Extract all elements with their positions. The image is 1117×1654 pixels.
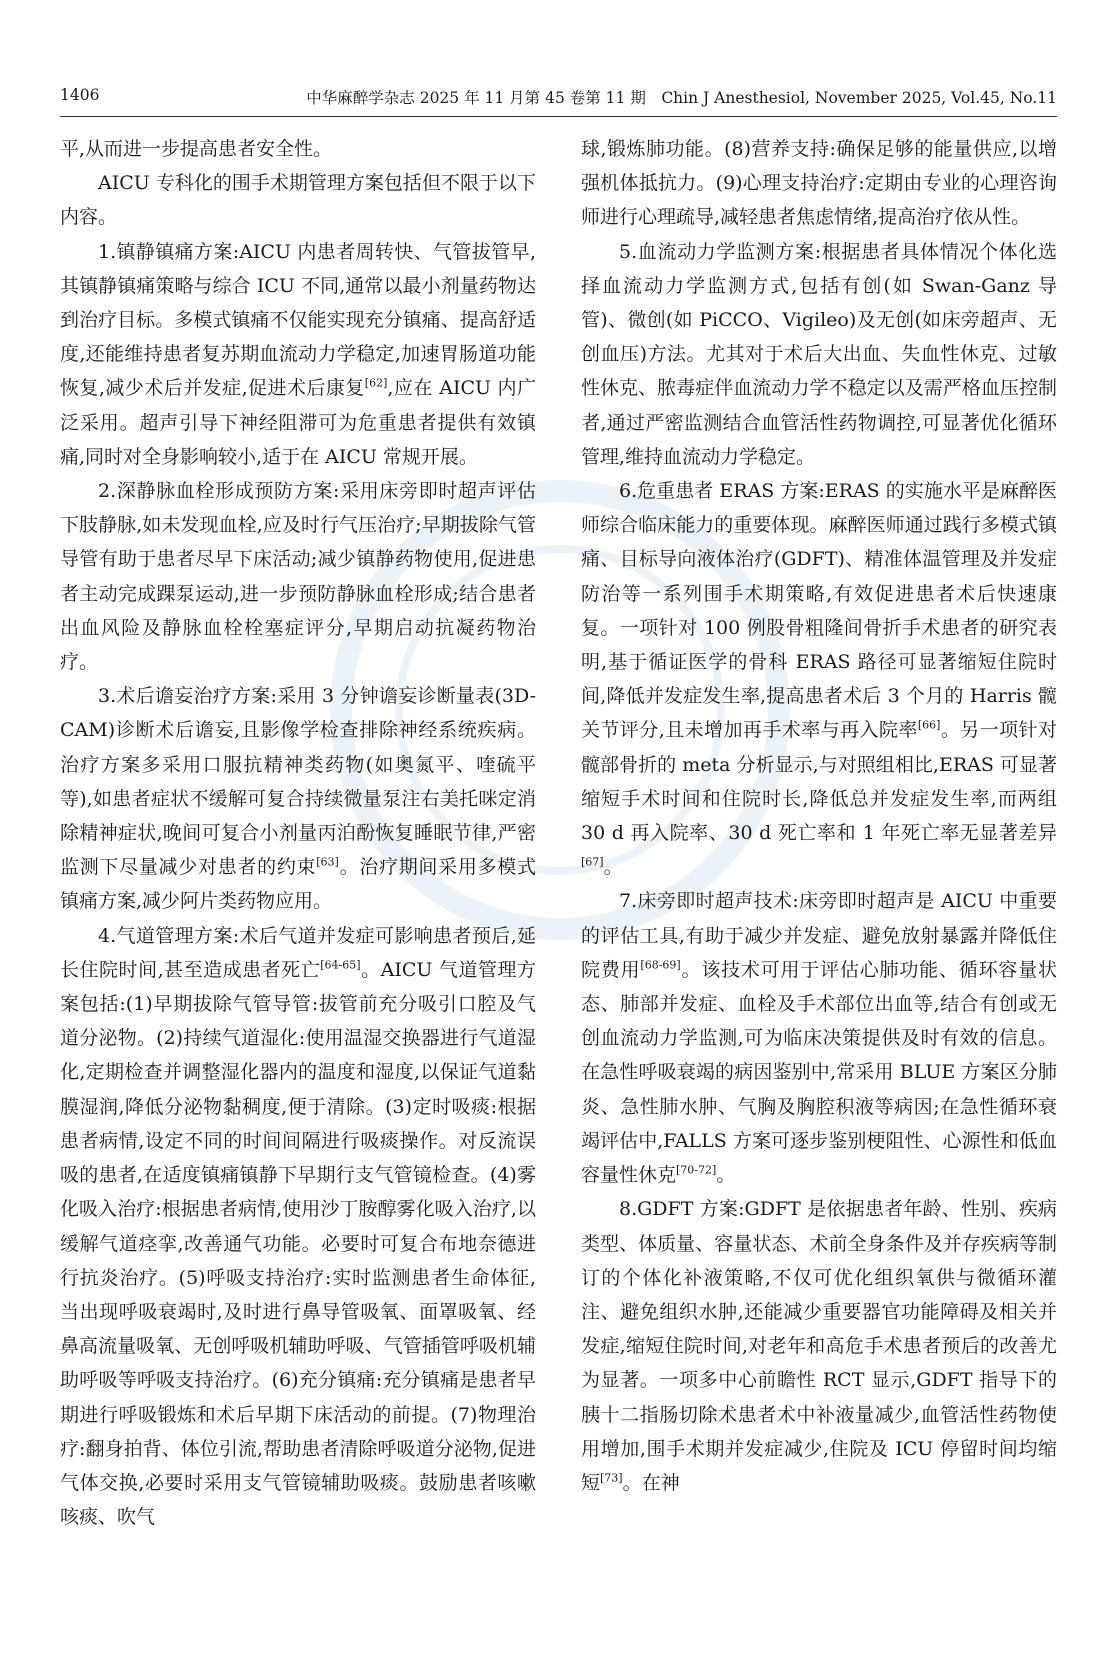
citation: [63]: [316, 855, 339, 869]
paragraph-ultrasound: 7.床旁即时超声技术:床旁即时超声是 AICU 中重要的评估工具,有助于减少并发症、避免放射暴露并降低住院费用[68-69]。该技术可用于评估心肺功能、循环容量状态、肺部并发症、血栓及手术部位出血等,结合有创或无创血流动力学监测,可为临床决策提供及时有效的信息。在急性呼吸衰竭的病因鉴别中,常采用 BLUE 方案区分肺炎、急性肺水肿、气胸及胸腔积液等病因;在急性循环衰竭评估中,FALLS 方案可逐步鉴别梗阻性、心源性和低血容量性休克[70-72]。: [581, 890, 1057, 1187]
paragraph-airway: 4.气道管理方案:术后气道并发症可影响患者预后,延长住院时间,甚至造成患者死亡[64-65]。AICU 气道管理方案包括:(1)早期拔除气管导管:拔管前充分吸引口腔及气道分泌物。(2)持续气道湿化:使用温湿交换器进行气道湿化,定期检查并调整湿化器内的温度和湿度,以保证气道黏膜湿润,降低分泌物黏稠度,便于清除。(3)定时吸痰:根据患者病情,设定不同的时间间隔进行吸痰操作。对反流误吸的患者,在适度镇痛镇静下早期行支气管镜检查。(4)雾化吸入治疗:根据患者病情,使用沙丁胺醇雾化吸入治疗,以缓解气道痉挛,改善通气功能。必要时可复合布地奈德进行抗炎治疗。(5)呼吸支持治疗:实时监测患者生命体征,当出现呼吸衰竭时,及时进行鼻导管吸氧、面罩吸氧、经鼻高流量吸氧、无创呼吸机辅助呼吸、气管插管呼吸机辅助呼吸等呼吸支持治疗。(6)充分镇痛:充分镇痛是患者早期进行呼吸锻炼和术后早期下床活动的前提。(7)物理治疗:翻身拍背、体位引流,帮助患者清除呼吸道分泌物,促进气体交换,必要时采用支气管镜辅助吸痰。鼓励患者咳嗽咳痰、吹气: [60, 924, 536, 1529]
citation: [70-72]: [676, 1163, 717, 1177]
citation: [67]: [581, 855, 604, 869]
paragraph-sedation: 1.镇静镇痛方案:AICU 内患者周转快、气管拔管早,其镇静镇痛策略与综合 ICU 不同,通常以最小剂量药物达到治疗目标。多模式镇痛不仅能实现充分镇痛、提高舒适度,还能维持患者复苏期血流动力学稳定,加速胃肠道功能恢复,减少术后并发症,促进术后康复[62],应在 AICU 内广泛采用。超声引导下神经阻滞可为危重患者提供有效镇痛,同时对全身影响较小,适于在 AICU 常规开展。: [60, 240, 536, 468]
page-number: 1406: [60, 86, 100, 104]
paragraph-dvt: 2.深静脉血栓形成预防方案:采用床旁即时超声评估下肢静脉,如未发现血栓,应及时行气压治疗;早期拔除气管导管有助于患者尽早下床活动;减少镇静药物使用,促进患者主动完成踝泵运动,进一步预防静脉血栓形成;结合患者出血风险及静脉血栓栓塞症评分,早期启动抗凝药物治疗。: [60, 480, 536, 674]
citation: [73]: [600, 1471, 623, 1485]
right-column: [581, 132, 1057, 1500]
citation: [64-65]: [320, 958, 361, 972]
left-column: [60, 132, 536, 1534]
paragraph-delirium: 3.术后谵妄治疗方案:采用 3 分钟谵妄诊断量表(3D-CAM)诊断术后谵妄,且影像学检查排除神经系统疾病。治疗方案多采用口服抗精神类药物(如奥氮平、喹硫平等),如患者症状不缓解可复合持续微量泵注右美托咪定消除精神症状,晚间可复合小剂量丙泊酚恢复睡眠节律,严密监测下尽量减少对患者的约束[63]。治疗期间采用多模式镇痛方案,减少阿片类药物应用。: [60, 685, 536, 913]
citation: [62]: [364, 377, 388, 391]
paragraph: AICU 专科化的围手术期管理方案包括但不限于以下内容。: [60, 172, 536, 229]
paragraph: 平,从而进一步提高患者安全性。: [60, 138, 333, 160]
citation: [66]: [917, 719, 941, 733]
paragraph-hemodynamics: 5.血流动力学监测方案:根据患者具体情况个体化选择血流动力学监测方式,包括有创(如 Swan-Ganz 导管)、微创(如 PiCCO、Vigileo)及无创(如床旁超声、无创血压)方法。尤其对于术后大出血、失血性休克、过敏性休克、脓毒症伴血流动力学不稳定以及需严格血压控制者,通过严密监测结合血管活性药物调控,可显著优化循环管理,维持血流动力学稳定。: [581, 240, 1057, 468]
page-header: [60, 86, 1057, 117]
paragraph-gdft: 8.GDFT 方案:GDFT 是依据患者年龄、性别、疾病类型、体质量、容量状态、术前全身条件及并存疾病等制订的个体化补液策略,不仅可优化组织氧供与微循环灌注、避免组织水肿,还能减少重要器官功能障碍及相关并发症,缩短住院时间,对老年和高危手术患者预后的改善尤为显著。一项多中心前瞻性 RCT 显示,GDFT 指导下的胰十二指肠切除术患者术中补液量减少,血管活性药物使用增加,围手术期并发症减少,住院及 ICU 停留时间均缩短[73]。在神: [581, 1198, 1057, 1494]
paragraph: 球,锻炼肺功能。(8)营养支持:确保足够的能量供应,以增强机体抵抗力。(9)心理支持治疗:定期由专业的心理咨询师进行心理疏导,减轻患者焦虑情绪,提高治疗依从性。: [581, 138, 1057, 229]
citation: [68-69]: [640, 958, 681, 972]
paragraph-eras: 6.危重患者 ERAS 方案:ERAS 的实施水平是麻醉医师综合临床能力的重要体现。麻醉医师通过践行多模式镇痛、目标导向液体治疗(GDFT)、精准体温管理及并发症防治等一系列围手术期策略,有效促进患者术后快速康复。一项针对 100 例股骨粗隆间骨折手术患者的研究表明,基于循证医学的骨科 ERAS 路径可显著缩短住院时间,降低并发症发生率,提高患者术后 3 个月的 Harris 髋关节评分,且未增加再手术率与再入院率[66]。另一项针对髋部骨折的 meta 分析显示,与对照组相比,ERAS 可显著缩短手术时间和住院时长,降低总并发症发生率,而两组 30 d 再入院率、30 d 死亡率和 1 年死亡率无显著差异[67]。: [581, 480, 1057, 879]
running-head: 中华麻醉学杂志 2025 年 11 月第 45 卷第 11 期 Chin J Anesthesiol, November 2025, Vol.45, No.11: [306, 89, 1057, 107]
